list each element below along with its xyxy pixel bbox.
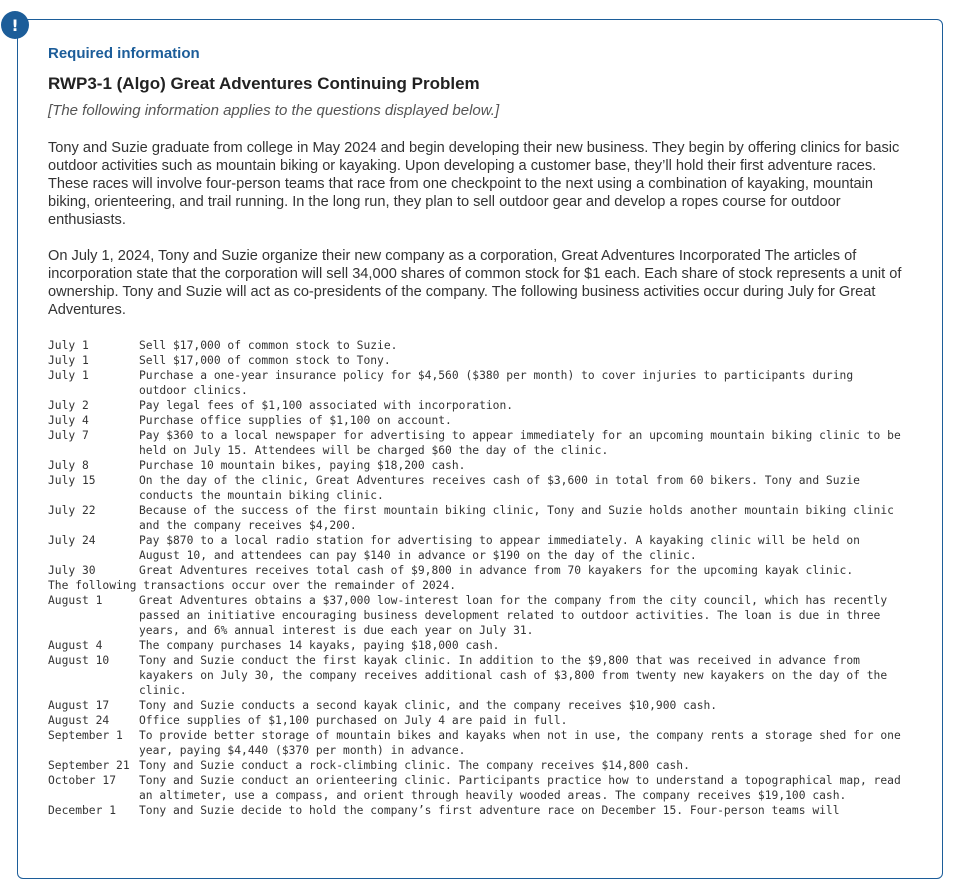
table-row	[48, 653, 904, 698]
transaction-date: July 1	[48, 369, 89, 382]
table-row	[48, 593, 904, 638]
intro-paragraph: Tony and Suzie graduate from college in May 2024 and begin developing their new business. They begin by offering clinics for basic outdoor activities such as mountain biking or kayaking. Upon developing a customer base, they’ll hold their first adventure races. These races will involve four-person teams that race from one checkpoint to the next using a combination of kayaking, mountain biking, orienteering, and trail running. In the long run, they plan to sell outdoor gear and develop a ropes course for outdoor enthusiasts.	[48, 140, 900, 228]
transaction-date: July 30	[48, 564, 96, 577]
transaction-description: Because of the success of the first mountain biking clinic, Tony and Suzie holds another mountain biking clinic and the company receives $4,200.	[139, 504, 894, 532]
transaction-date: August 24	[48, 714, 110, 727]
transaction-description: Office supplies of $1,100 purchased on July 4 are paid in full.	[139, 714, 568, 727]
table-row	[48, 638, 904, 653]
table-row	[48, 803, 904, 818]
transaction-description: Tony and Suzie conduct a rock-climbing clinic. The company receives $14,800 cash.	[139, 759, 690, 772]
transaction-description: Great Adventures receives total cash of $9,800 in advance from 70 kayakers for the upcoming kayak clinic.	[139, 564, 854, 577]
transaction-date: October 17	[48, 774, 117, 787]
transaction-description: Tony and Suzie conducts a second kayak clinic, and the company receives $10,900 cash.	[139, 699, 718, 712]
table-row	[48, 338, 904, 353]
table-row	[48, 503, 904, 533]
transaction-date: July 1	[48, 354, 89, 367]
table-row	[48, 353, 904, 368]
alert-icon: !	[1, 11, 29, 39]
transaction-date: July 7	[48, 429, 89, 442]
table-row	[48, 563, 904, 578]
transaction-date: December 1	[48, 804, 117, 817]
table-row	[48, 713, 904, 728]
problem-title: RWP3-1 (Algo) Great Adventures Continuing Problem	[48, 74, 480, 93]
problem-subtitle: [The following information applies to the questions displayed below.]	[48, 102, 500, 119]
transaction-description: Pay legal fees of $1,100 associated with incorporation.	[139, 399, 514, 412]
table-row	[48, 413, 904, 428]
transaction-description: To provide better storage of mountain bikes and kayaks when not in use, the company rents a storage shed for one year, paying $4,440 ($370 per month) in advance.	[139, 729, 901, 757]
transaction-date: July 22	[48, 504, 96, 517]
transaction-date: August 1	[48, 594, 103, 607]
later-transactions-table	[48, 593, 904, 818]
table-row	[48, 773, 904, 803]
required-info-label: Required information	[48, 45, 200, 62]
transaction-description: Great Adventures obtains a $37,000 low-interest loan for the company from the city council, which has recently passed an initiative encouraging business development related to outdoor activities. The loan is due in three years, and 6% annual interest is due each year on July 31.	[139, 594, 888, 637]
transaction-date: September 21	[48, 759, 130, 772]
transaction-description: Purchase 10 mountain bikes, paying $18,200 cash.	[139, 459, 466, 472]
table-row	[48, 728, 904, 758]
table-row	[48, 758, 904, 773]
transaction-description: Pay $870 to a local radio station for advertising to appear immediately. A kayaking clinic will be held on August 10, and attendees can pay $140 in advance or $190 on the day of the clinic.	[139, 534, 860, 562]
table-row	[48, 398, 904, 413]
transaction-date: August 4	[48, 639, 103, 652]
transaction-date: July 8	[48, 459, 89, 472]
transaction-description: Sell $17,000 of common stock to Tony.	[139, 354, 391, 367]
transaction-date: July 4	[48, 414, 89, 427]
transaction-description: Purchase office supplies of $1,100 on account.	[139, 414, 452, 427]
transaction-date: July 1	[48, 339, 89, 352]
table-row	[48, 368, 904, 398]
table-row	[48, 533, 904, 563]
july-transactions-table	[48, 338, 904, 578]
remainder-intro: The following transactions occur over the remainder of 2024.	[48, 579, 457, 592]
transaction-description: Pay $360 to a local newspaper for advertising to appear immediately for an upcoming mountain biking clinic to be held on July 15. Attendees will be charged $60 the day of the clinic.	[139, 429, 901, 457]
table-row	[48, 428, 904, 458]
transaction-description: Tony and Suzie decide to hold the company’s first adventure race on December 15. Four-person teams will	[139, 804, 840, 817]
transaction-description: Tony and Suzie conduct an orienteering clinic. Participants practice how to understand a topographical map, read an altimeter, use a compass, and orient through heavily wooded areas. The company receives $19,100 cash.	[139, 774, 901, 802]
transaction-description: Tony and Suzie conduct the first kayak clinic. In addition to the $9,800 that was received in advance from kayakers on July 30, the company receives additional cash of $3,800 from twenty new kayakers on the day of the clinic.	[139, 654, 888, 697]
organization-paragraph: On July 1, 2024, Tony and Suzie organize their new company as a corporation, Great Adventures Incorporated The articles of incorporation state that the corporation will sell 34,000 shares of common stock for $1 each. Each share of stock represents a unit of ownership. Tony and Suzie will act as co-presidents of the company. The following business activities occur during July for Great Adventures.	[48, 248, 902, 318]
transaction-description: The company purchases 14 kayaks, paying $18,000 cash.	[139, 639, 500, 652]
transaction-date: July 15	[48, 474, 96, 487]
transaction-description: Purchase a one-year insurance policy for $4,560 ($380 per month) to cover injuries to participants during outdoor clinics.	[139, 369, 854, 397]
table-row	[48, 698, 904, 713]
transaction-date: August 17	[48, 699, 110, 712]
transaction-date: July 2	[48, 399, 89, 412]
transaction-description: On the day of the clinic, Great Adventures receives cash of $3,600 in total from 60 bikers. Tony and Suzie conducts the mountain biking clinic.	[139, 474, 860, 502]
transaction-date: August 10	[48, 654, 110, 667]
transaction-date: September 1	[48, 729, 123, 742]
table-row	[48, 458, 904, 473]
table-row	[48, 473, 904, 503]
transaction-description: Sell $17,000 of common stock to Suzie.	[139, 339, 398, 352]
transaction-date: July 24	[48, 534, 96, 547]
